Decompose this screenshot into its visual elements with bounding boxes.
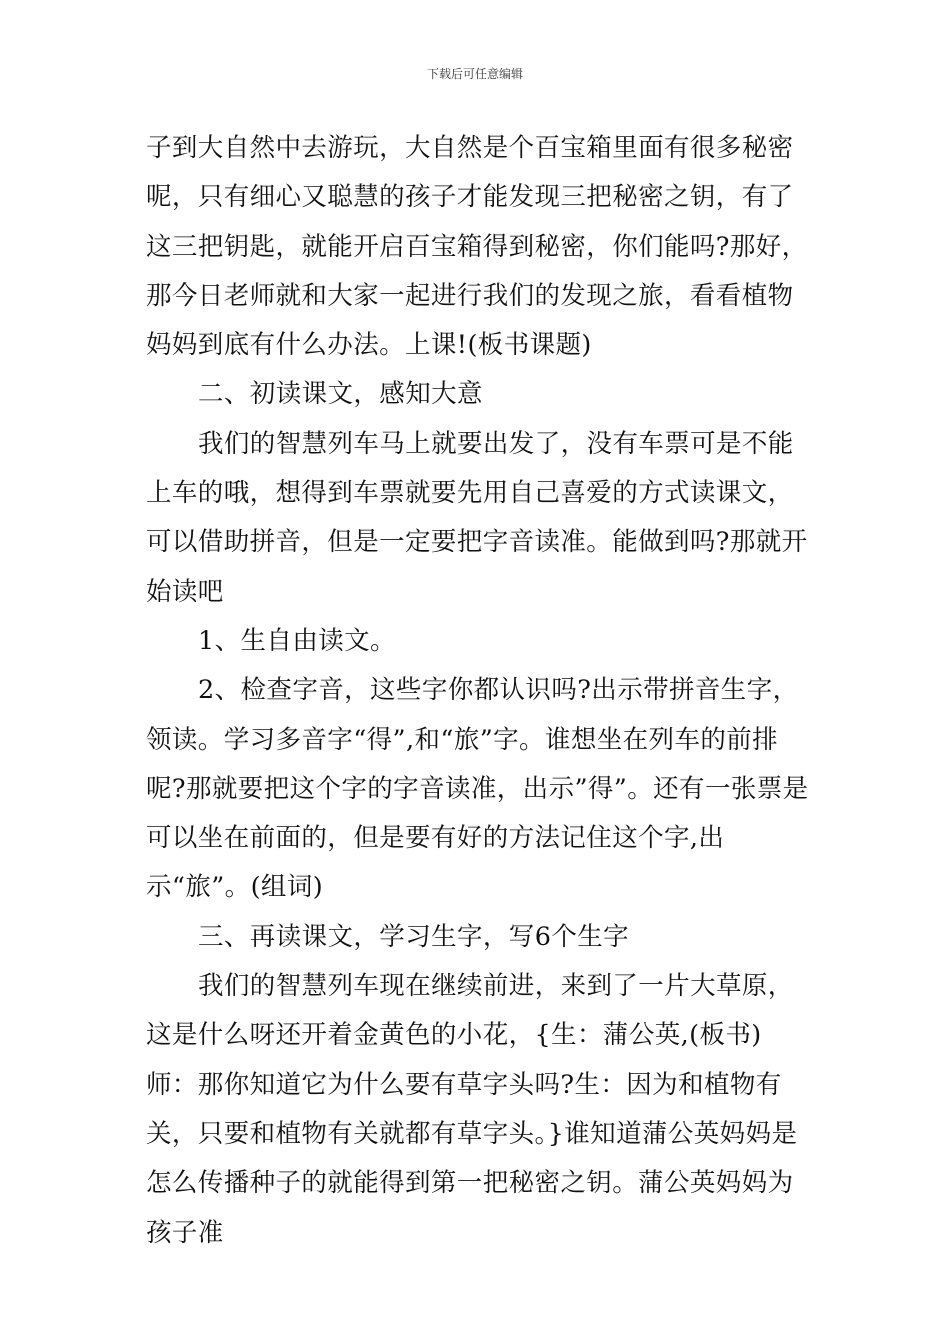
section-heading-3: 三、再读课文，学习生字，写6个生字 xyxy=(198,921,630,952)
page-header: 下载后可任意编辑 xyxy=(426,67,523,81)
paragraph-section-2: 我们的智慧列车马上就要出发了，没有车票可是不能上车的哦，想得到车票就要先用自己喜爱的方式读课文，可以借助拼音，但是一定要把字音读准。能做到吗?那就开始读吧 xyxy=(146,428,808,607)
list-item-1: 1、生自由读文。 xyxy=(198,625,396,656)
section-heading-2: 二、初读课文，感知大意 xyxy=(198,379,483,410)
paragraph-section-3: 我们的智慧列车现在继续前进，来到了一片大草原，这是什么呀还开着金黄色的小花，{生：蒲公英,(板书)师：那你知道它为什么要有草字头吗?生：因为和植物有关，只要和植物有关就都有草字头。}谁知道蒲公英妈妈是怎么传播种子的就能得到第一把秘密之钥。蒲公英妈妈为孩子准 xyxy=(146,971,798,1248)
document-body xyxy=(146,124,810,1258)
list-item-2: 2、检查字音，这些字你都认识吗?出示带拼音生字，领读。学习多音字“得”,和“旅”字。谁想坐在列车的前排呢?那就要把这个字的字音读准，出示”得”。还有一张票是可以坐在前面的，但是要有好的方法记住这个字,出示“旅”。(组词) xyxy=(146,675,809,903)
paragraph-intro-continued: 子到大自然中去游玩，大自然是个百宝箱里面有很多秘密呢，只有细心又聪慧的孩子才能发现三把秘密之钥，有了这三把钥匙，就能开启百宝箱得到秘密，你们能吗?那好，那今日老师就和大家一起进行我们的发现之旅，看看植物妈妈到底有什么办法。上课!(板书课题) xyxy=(146,133,808,361)
